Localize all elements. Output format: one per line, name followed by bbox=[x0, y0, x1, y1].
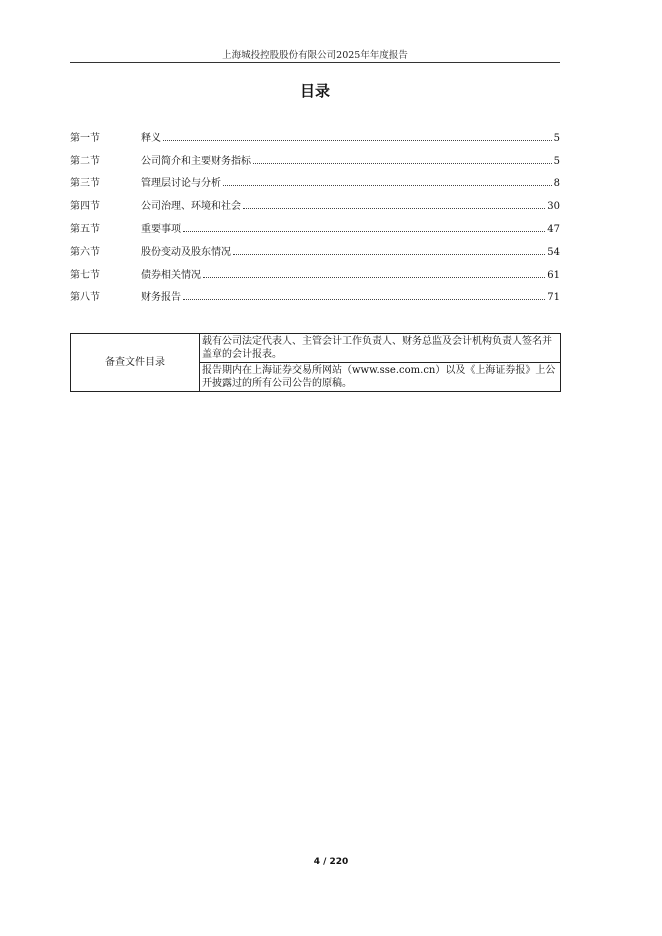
toc-section-number: 第三节 bbox=[70, 178, 100, 190]
toc-page-number: 5 bbox=[553, 155, 560, 167]
page-indicator: 4 / 220 bbox=[313, 857, 349, 867]
toc-item[interactable] bbox=[70, 281, 560, 304]
toc-item[interactable] bbox=[70, 121, 560, 144]
page-title: 目录 bbox=[299, 82, 330, 100]
toc-page-number: 54 bbox=[547, 246, 560, 258]
toc-item[interactable] bbox=[70, 235, 560, 258]
toc-section-name: 公司简介和主要财务指标 bbox=[141, 155, 251, 167]
toc-section-number: 第六节 bbox=[70, 246, 100, 258]
toc-leader-dots bbox=[163, 140, 552, 141]
toc-item[interactable] bbox=[70, 189, 560, 212]
toc-section-number: 第四节 bbox=[70, 201, 100, 213]
table-of-contents bbox=[70, 121, 560, 303]
header-title: 上海城投控股股份有限公司2025年年度报告 bbox=[222, 50, 408, 61]
toc-page-number: 61 bbox=[547, 269, 560, 281]
toc-section-name: 管理层讨论与分析 bbox=[141, 178, 221, 190]
toc-leader-dots bbox=[233, 254, 545, 255]
table-row bbox=[71, 334, 561, 363]
toc-page-number: 5 bbox=[553, 132, 560, 144]
toc-section-name: 财务报告 bbox=[141, 292, 181, 304]
toc-section-name: 债券相关情况 bbox=[141, 269, 201, 281]
toc-section-name: 公司治理、环境和社会 bbox=[141, 201, 241, 213]
toc-leader-dots bbox=[183, 231, 545, 232]
toc-page-number: 8 bbox=[553, 178, 560, 190]
toc-item[interactable] bbox=[70, 212, 560, 235]
toc-section-name: 重要事项 bbox=[141, 223, 181, 235]
toc-leader-dots bbox=[243, 208, 545, 209]
toc-page-number: 30 bbox=[547, 201, 560, 213]
toc-item[interactable] bbox=[70, 167, 560, 190]
toc-page-number: 47 bbox=[547, 223, 560, 235]
toc-section-number: 第一节 bbox=[70, 132, 100, 144]
reference-documents-table bbox=[70, 333, 561, 392]
reference-document-item: 报告期内在上海证券交易所网站（www.sse.com.cn）以及《上海证券报》上公开披露过的所有公司公告的原稿。 bbox=[200, 363, 561, 392]
toc-leader-dots bbox=[203, 277, 545, 278]
toc-item[interactable] bbox=[70, 258, 560, 281]
header-divider bbox=[70, 62, 560, 63]
toc-section-number: 第七节 bbox=[70, 269, 100, 281]
toc-section-name: 股份变动及股东情况 bbox=[141, 246, 231, 258]
toc-section-number: 第二节 bbox=[70, 155, 100, 167]
toc-leader-dots bbox=[253, 163, 552, 164]
toc-page-number: 71 bbox=[547, 292, 560, 304]
toc-leader-dots bbox=[223, 185, 552, 186]
toc-leader-dots bbox=[183, 299, 545, 300]
toc-section-number: 第八节 bbox=[70, 292, 100, 304]
toc-item[interactable] bbox=[70, 144, 560, 167]
reference-documents-label: 备查文件目录 bbox=[71, 334, 200, 392]
toc-section-number: 第五节 bbox=[70, 223, 100, 235]
toc-section-name: 释义 bbox=[141, 132, 161, 144]
reference-document-item: 载有公司法定代表人、主管会计工作负责人、财务总监及会计机构负责人签名并盖章的会计报表。 bbox=[200, 334, 561, 363]
